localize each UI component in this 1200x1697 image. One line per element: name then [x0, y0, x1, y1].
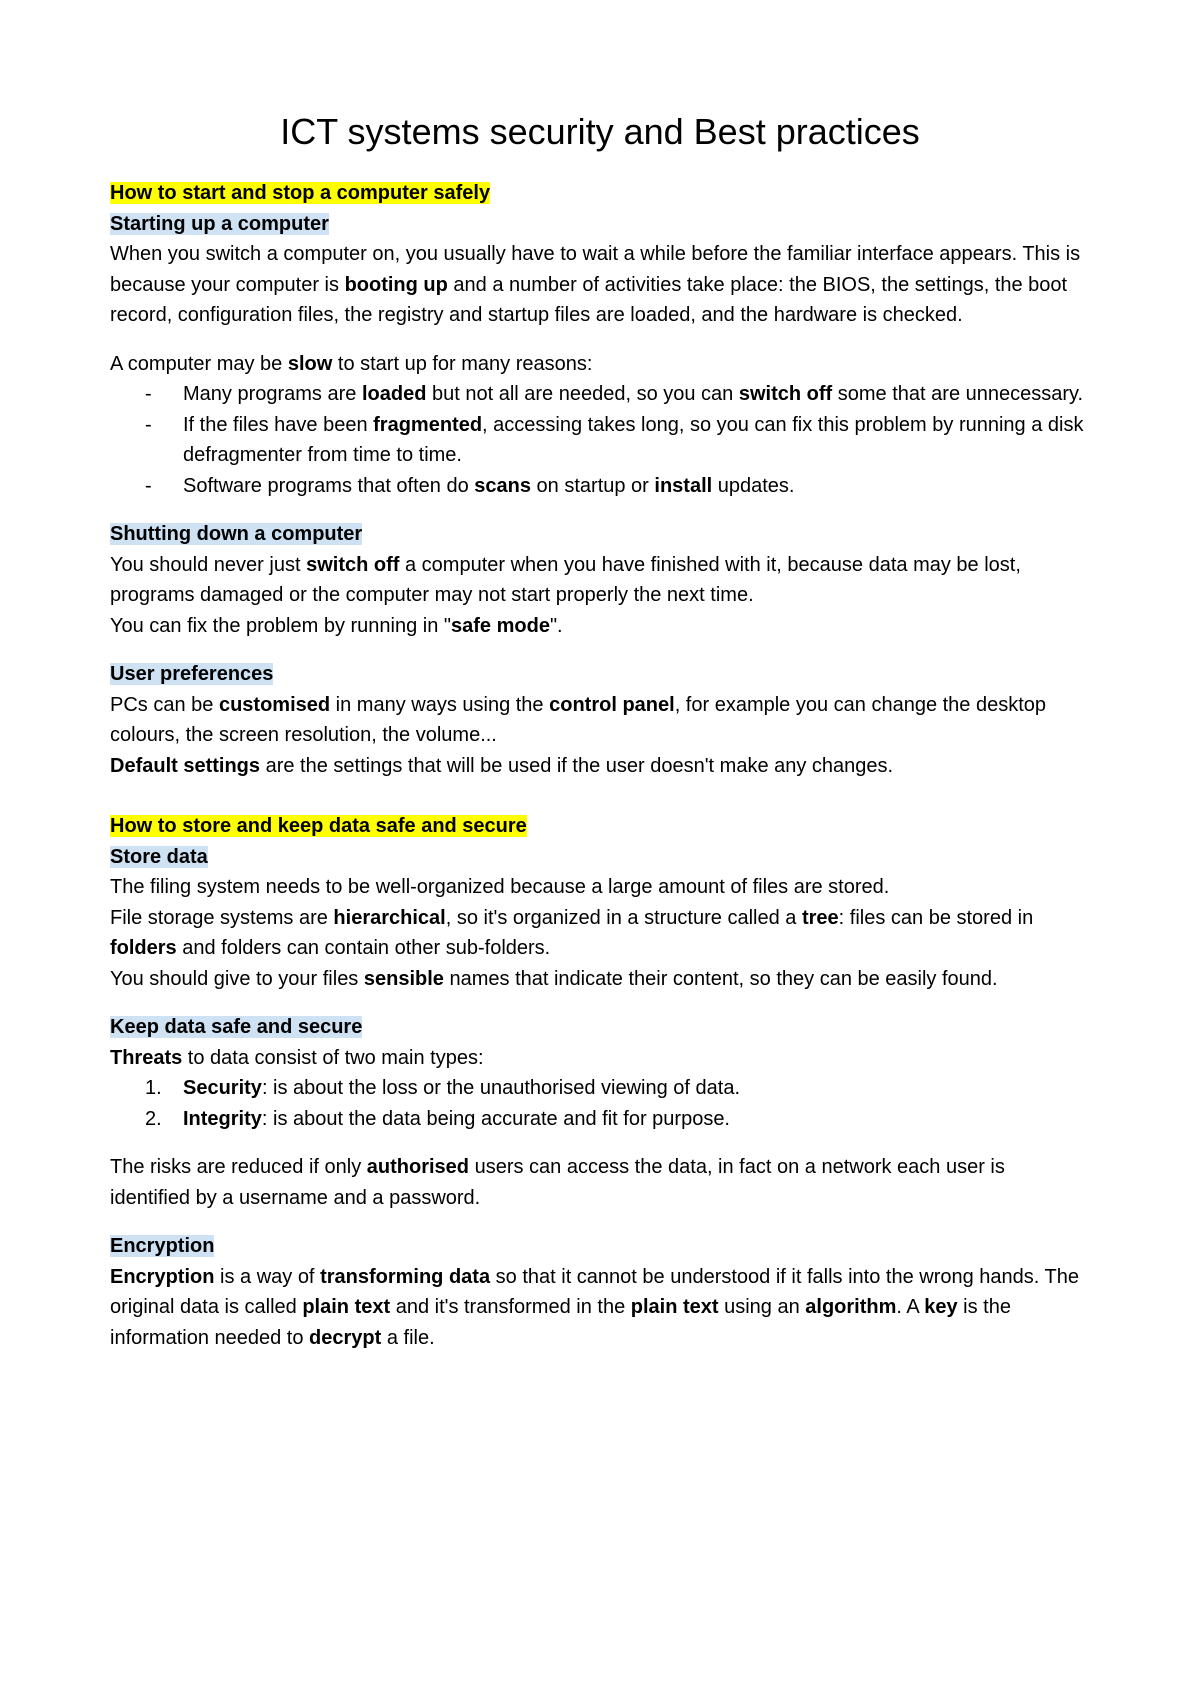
paragraph: When you switch a computer on, you usually have to wait a while before the familiar interface appears. This is because your computer is booting up and a number of activities take place: the BIOS, the settings, the boot record, configuration files, the registry and startup files are loaded, and the hardware is checked.	[110, 243, 1081, 326]
bold-term: plain text	[302, 1296, 391, 1318]
bold-term: authorised	[366, 1156, 470, 1178]
paragraph: PCs can be customised in many ways using the control panel, for example you can change the desktop colours, the screen resolution, the volume...	[110, 693, 1047, 746]
bold-term: decrypt	[309, 1326, 382, 1349]
bold-term: Security	[183, 1077, 262, 1099]
paragraph: Default settings are the settings that will be used if the user doesn't make any changes.	[110, 754, 894, 777]
bold-term: safe mode	[451, 614, 550, 637]
bold-term: install	[654, 474, 713, 497]
subheading-store-data: Store data	[110, 845, 208, 868]
bold-term: control panel	[549, 693, 675, 716]
list-marker: -	[145, 383, 152, 405]
subheading-shutting-down: Shutting down a computer	[110, 523, 363, 545]
paragraph: Encryption is a way of transforming data so that it cannot be understood if it falls into the wrong hands. The original data is called plain text and it's transformed in the plain text using an algorithm. A key is the information needed to decrypt a file.	[110, 1265, 1079, 1349]
bold-term: Default settings	[110, 754, 261, 777]
list-marker: -	[145, 474, 152, 497]
paragraph: The risks are reduced if only authorised users can access the data, in fact on a network each user is identified by a username and a password.	[110, 1156, 1005, 1209]
bold-term: key	[924, 1296, 958, 1318]
page-title: ICT systems security and Best practices	[280, 111, 920, 152]
bold-term: scans	[474, 474, 531, 497]
bold-term: sensible	[363, 967, 444, 990]
bold-term: loaded	[361, 383, 427, 405]
bold-term: slow	[287, 352, 333, 375]
paragraph: The filing system needs to be well-organized because a large amount of files are stored.	[110, 876, 890, 898]
list-marker: 1.	[145, 1077, 162, 1099]
list-item: - Software programs that often do scans on startup or install updates.	[110, 471, 1090, 502]
list-item: 2. Integrity: is about the data being accurate and fit for purpose.	[110, 1104, 1090, 1135]
bold-term: Integrity	[183, 1107, 262, 1130]
list-item: 1. Security: is about the loss or the unauthorised viewing of data.	[110, 1073, 1090, 1104]
bold-term: booting up	[344, 273, 448, 296]
paragraph: You should give to your files sensible names that indicate their content, so they can be easily found.	[110, 967, 998, 990]
section-heading-store-data: How to store and keep data safe and secure	[110, 815, 527, 837]
bold-term: folders	[110, 937, 177, 959]
bold-term: fragmented	[373, 413, 483, 436]
bold-term: Encryption	[110, 1265, 215, 1288]
paragraph: A computer may be slow to start up for many reasons:	[110, 352, 593, 375]
subheading-encryption: Encryption	[110, 1235, 215, 1257]
list-item: - Many programs are loaded but not all are needed, so you can switch off some that are unnecessary.	[110, 379, 1090, 410]
bold-term: tree	[801, 906, 839, 929]
subheading-user-preferences: User preferences	[110, 663, 274, 685]
paragraph: File storage systems are hierarchical, so it's organized in a structure called a tree: files can be stored in folders and folders can contain other sub-folders.	[110, 906, 1034, 959]
bold-term: transforming data	[320, 1265, 491, 1288]
paragraph: You can fix the problem by running in "safe mode".	[110, 614, 563, 637]
bold-term: Threats	[110, 1046, 183, 1069]
list-marker: 2.	[145, 1107, 162, 1130]
bold-term: algorithm	[805, 1296, 897, 1318]
list-item: - If the files have been fragmented, accessing takes long, so you can fix this problem by running a disk defragmenter from time to time.	[110, 410, 1090, 471]
bullet-list	[110, 379, 1090, 501]
bold-term: switch off	[306, 553, 400, 576]
section-heading-start-stop: How to start and stop a computer safely	[110, 182, 491, 204]
bold-term: plain text	[630, 1296, 719, 1318]
bold-term: switch off	[738, 383, 833, 405]
bold-term: customised	[218, 693, 331, 716]
subheading-starting-up: Starting up a computer	[110, 212, 329, 235]
numbered-list	[110, 1073, 1090, 1134]
bold-term: hierarchical	[333, 906, 446, 929]
subheading-keep-safe: Keep data safe and secure	[110, 1016, 363, 1038]
paragraph: Threats to data consist of two main types:	[110, 1046, 484, 1069]
list-marker: -	[145, 413, 152, 436]
paragraph: You should never just switch off a computer when you have finished with it, because data may be lost, programs damaged or the computer may not start properly the next time.	[110, 553, 1021, 606]
